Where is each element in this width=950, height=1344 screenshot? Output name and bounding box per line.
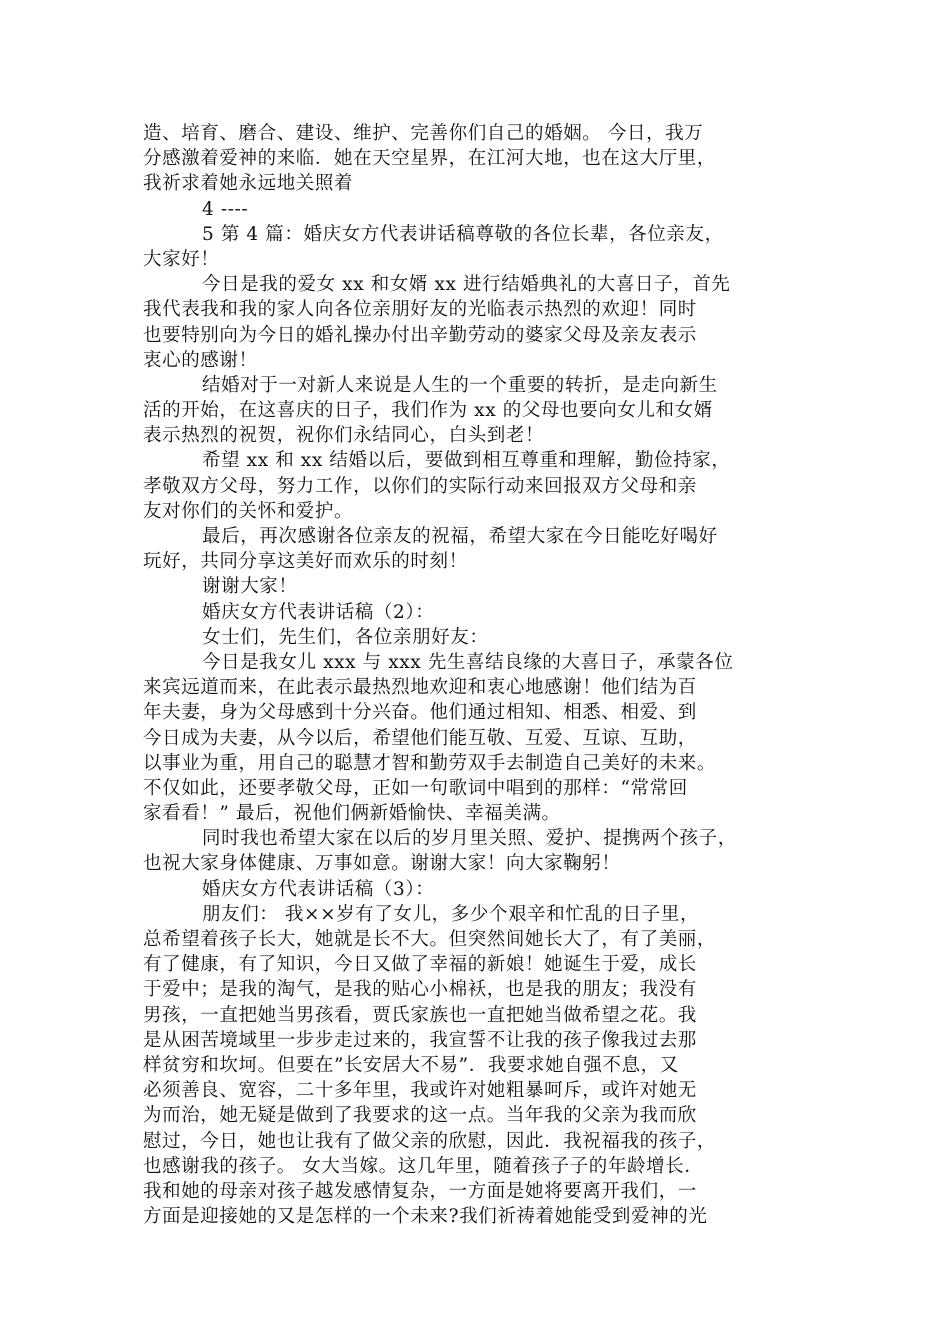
text-line: 不仅如此，还要孝敬父母，正如一句歌词中唱到的那样：“常常回 [143, 777, 688, 799]
text-line: 孝敬双方父母，努力工作，以你们的实际行动来回报双方父母和亲 [143, 475, 697, 497]
text-line: 活的开始，在这喜庆的日子，我们作为 xx 的父母也要向女儿和女婿 [143, 400, 713, 422]
text-line: 造、培育、磨合、建设、维护、完善你们自己的婚姻。 今日，我万 [143, 123, 704, 144]
text-line: 友对你们的关怀和爱护。 [143, 500, 354, 522]
text-line: 女士们，先生们，各位亲朋好友： [202, 626, 489, 648]
document-page [143, 121, 813, 1229]
text-line: 婚庆女方代表讲话稿（2）： [202, 601, 435, 623]
text-line: 婚庆女方代表讲话稿（3）： [202, 878, 435, 900]
text-line: 今日是我女儿 xxx 与 xxx 先生喜结良缘的大喜日子，承蒙各位 [202, 651, 734, 673]
text-line: 4 ---- [202, 198, 249, 220]
text-line: 我祈求着她永远地关照着 [143, 173, 354, 195]
text-line: 于爱中；是我的淘气，是我的贴心小棉袄，也是我的朋友；我没有 [143, 979, 697, 1001]
text-line: 男孩，一直把她当男孩看，贾氏家族也一直把她当做希望之花。我 [143, 1004, 697, 1026]
text-line: 慰过，今日，她也让我有了做父亲的欣慰，因此．我祝福我的孩子， [143, 1130, 717, 1152]
text-line: 今日是我的爱女 xx 和女婿 xx 进行结婚典礼的大喜日子，首先 [202, 274, 731, 296]
text-line: 样贫穷和坎坷。但要在”长安居大不易”．我要求她自强不息，又 [143, 1054, 679, 1076]
text-line: 5 第 4 篇：婚庆女方代表讲话稿尊敬的各位长辈，各位亲友， [202, 223, 724, 245]
text-line: 方面是迎接她的又是怎样的一个未来?我们祈祷着她能受到爱神的光 [143, 1206, 708, 1228]
text-line: 衷心的感谢！ [143, 349, 258, 371]
text-line: 我和她的母亲对孩子越发感情复杂，一方面是她将要离开我们，一 [143, 1180, 697, 1202]
text-line: 来宾远道而来，在此表示最热烈地欢迎和衷心地感谢！他们结为百 [143, 677, 697, 699]
text-line: 为而治，她无疑是做到了我要求的这一点。当年我的父亲为我而欣 [143, 1105, 697, 1127]
text-line: 分感激着爱神的来临．她在天空星界，在江河大地，也在这大厅里， [143, 148, 717, 170]
text-line: 也感谢我的孩子。 女大当嫁。这几年里，随着孩子子的年龄增长． [143, 1155, 704, 1177]
text-line: 大家好！ [143, 248, 220, 270]
text-line: 必须善良、宽容，二十多年里，我或许对她粗暴呵斥，或许对她无 [143, 1080, 697, 1102]
text-line: 是从困苦境域里一步步走过来的，我宣誓不让我的孩子像我过去那 [143, 1029, 697, 1051]
text-line: 最后，再次感谢各位亲友的祝福，希望大家在今日能吃好喝好 [202, 526, 718, 547]
text-line: 我代表我和我的家人向各位亲朋好友的光临表示热烈的欢迎！同时 [143, 299, 697, 321]
text-line: 表示热烈的祝贺，祝你们永结同心，白头到老！ [143, 425, 545, 447]
text-line: 今日成为夫妻，从今以后，希望他们能互敬、互爱、互谅、互助， [143, 727, 697, 749]
text-line: 总希望着孩子长大，她就是长不大。但突然间她长大了，有了美丽， [143, 929, 717, 950]
text-line: 玩好，共同分享这美好而欢乐的时刻！ [143, 551, 468, 573]
text-line: 也祝大家身体健康、万事如意。谢谢大家！向大家鞠躬！ [143, 853, 621, 875]
text-line: 希望 xx 和 xx 结婚以后，要做到相互尊重和理解，勤俭持家， [202, 450, 731, 472]
text-line: 也要特别向为今日的婚礼操办付出辛勤劳动的婆家父母及亲友表示 [143, 324, 697, 346]
text-line: 有了健康，有了知识，今日又做了幸福的新娘！她诞生于爱，成长 [143, 954, 697, 976]
text-line: 谢谢大家！ [202, 576, 298, 598]
text-line: 朋友们： 我××岁有了女儿，多少个艰辛和忙乱的日子里， [202, 903, 700, 925]
text-line: 结婚对于一对新人来说是人生的一个重要的转折，是走向新生 [202, 374, 718, 396]
text-line: 家看看！” 最后，祝他们俩新婚愉快、幸福美满。 [143, 803, 561, 825]
text-line: 以事业为重，用自己的聪慧才智和勤劳双手去制造自己美好的未来。 [143, 752, 717, 774]
text-line: 同时我也希望大家在以后的岁月里关照、爱护、提携两个孩子， [202, 828, 737, 850]
text-line: 年夫妻，身为父母感到十分兴奋。他们通过相知、相悉、相爱、到 [143, 702, 697, 724]
